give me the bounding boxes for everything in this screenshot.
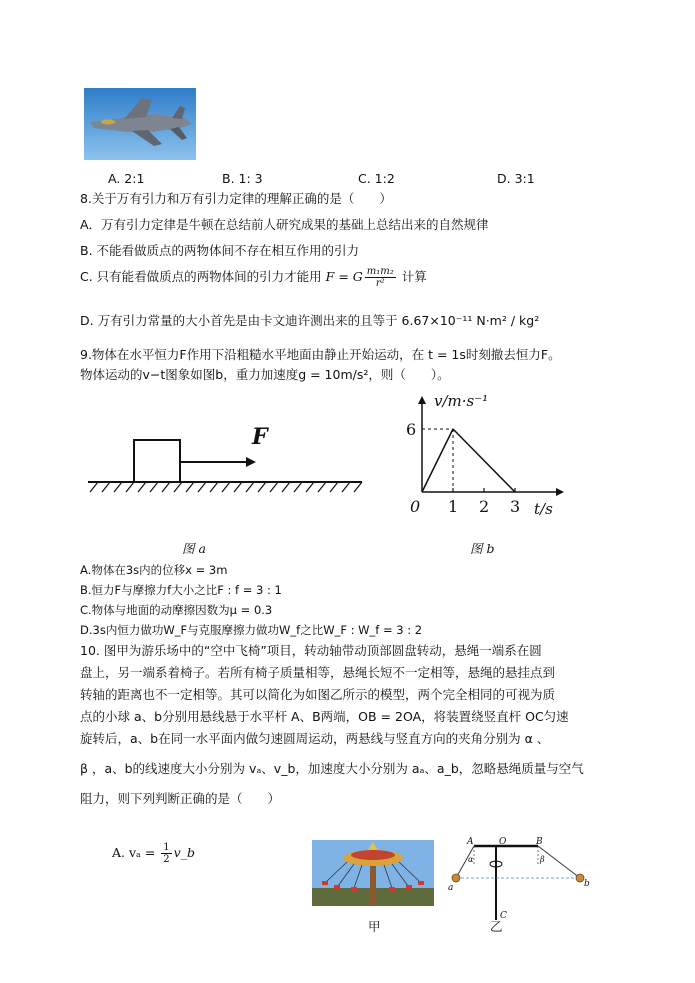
- fighter-jet-photo: [84, 88, 196, 160]
- caption-figure-b: 图 b: [470, 541, 495, 556]
- y-axis-label: v/m·s⁻¹: [434, 392, 489, 410]
- q8-option-c-text: C. 只有能看做质点的两物体间的引力才能用: [80, 269, 322, 284]
- ball-a: [452, 874, 460, 882]
- svg-text:α: α: [468, 855, 474, 864]
- flying-chairs-photo: [312, 840, 434, 906]
- q10-option-a[interactable]: [112, 840, 195, 866]
- q7-option-d[interactable]: D. 3:1: [497, 171, 535, 186]
- q10-line-5: 旋转后，a、b在同一水平面内做匀速圆周运动，两悬线与竖直方向的夹角分别为 α 、: [80, 731, 550, 746]
- svg-text:b: b: [584, 879, 590, 889]
- block: [134, 440, 180, 482]
- q9-option-b[interactable]: B.恒力F与摩擦力f大小之比F : f = 3 : 1: [80, 583, 282, 597]
- figure-b-vt-graph: [396, 388, 576, 520]
- q9-stem-line1: 9.物体在水平恒力F作用下沿粗糙水平地面由静止开始运动，在 t = 1s时刻撤去恒力F。: [80, 347, 561, 362]
- x-axis-label: t/s: [534, 500, 553, 518]
- ground-hatching: [90, 482, 362, 492]
- gravitation-formula-numerator: m₁m₂: [366, 266, 394, 277]
- q8-option-a[interactable]: A．万有引力定律是牛顿在总结前人研究成果的基础上总结出来的自然规律: [80, 217, 489, 232]
- svg-text:β: β: [540, 855, 545, 864]
- q10-line-3: 转轴的距离也不一定相等。其可以简化为如图乙所示的模型，两个完全相同的可视为质: [80, 687, 556, 702]
- rotating-rod-model-diagram: [448, 834, 598, 924]
- gravitation-formula-fraction: [365, 266, 396, 289]
- figure-a-block-on-ground: [86, 420, 376, 500]
- force-label: F: [252, 424, 268, 450]
- q10-line-1: 10. 图甲为游乐场中的“空中飞椅”项目，转动轴带动顶部圆盘转动，悬绳一端系在圆: [80, 643, 542, 658]
- q7-option-b[interactable]: B. 1: 3: [222, 171, 263, 186]
- q10-option-a-rhs: v_b: [173, 845, 195, 860]
- svg-text:a: a: [448, 883, 454, 893]
- q8-option-c-suffix: 计算: [401, 269, 427, 284]
- q10-line-2: 盘上，另一端系着椅子。若所有椅子质量相等，悬绳长短不一定相等，悬绳的悬挂点到: [80, 665, 556, 680]
- q9-option-a[interactable]: A.物体在3s内的位移x = 3m: [80, 563, 228, 577]
- caption-yi: 乙: [490, 919, 503, 934]
- q8-stem: 8.关于万有引力和万有引力定律的理解正确的是（ ）: [80, 191, 392, 206]
- q8-option-d[interactable]: D. 万有引力常量的大小首先是由卡文迪许测出来的且等于 6.67×10⁻¹¹ N·m² / kg²: [80, 313, 540, 328]
- svg-text:A: A: [467, 837, 474, 847]
- q8-option-b[interactable]: B. 不能看做质点的两物体间不存在相互作用的引力: [80, 243, 360, 258]
- origin-label: 0: [410, 497, 421, 516]
- q10-line-6: β ，a、b的线速度大小分别为 vₐ、v_b，加速度大小分别为 aₐ、a_b，忽略悬绳质量与空气: [80, 761, 584, 776]
- x-tick-label-1: 1: [448, 497, 459, 516]
- q7-option-c[interactable]: C. 1:2: [358, 171, 395, 186]
- gravitation-formula-denominator: r²: [375, 278, 385, 289]
- q10-option-a-fraction: $\frac{1}{2}$: [163, 842, 170, 865]
- x-tick-label-2: 2: [479, 497, 490, 516]
- caption-jia: 甲: [368, 919, 381, 934]
- q10-option-a-lhs: A. vₐ =: [112, 845, 156, 860]
- q10-line-7: 阻力，则下列判断正确的是（ ）: [80, 791, 281, 806]
- vt-segment-0: [422, 429, 453, 492]
- ball-b: [576, 874, 584, 882]
- y-tick-label-6: 6: [406, 420, 417, 439]
- x-tick-label-3: 3: [510, 497, 521, 516]
- svg-text:O: O: [499, 837, 507, 847]
- svg-text:B: B: [536, 837, 543, 847]
- q7-option-a[interactable]: A. 2:1: [108, 171, 145, 186]
- q9-option-d[interactable]: D.3s内恒力做功W_F与克服摩擦力做功W_f之比W_F : W_f = 3 : 2: [80, 623, 423, 637]
- q8-option-c[interactable]: [80, 262, 427, 292]
- q9-stem-line2: 物体运动的v−t图象如图b，重力加速度g = 10m/s²，则（ ）。: [80, 367, 450, 382]
- svg-text:C: C: [500, 911, 507, 921]
- q9-option-c[interactable]: C.物体与地面的动摩擦因数为μ = 0.3: [80, 603, 273, 617]
- caption-figure-a: 图 a: [182, 541, 206, 556]
- q10-line-4: 点的小球 a、b分别用悬线悬于水平杆 A、B两端，OB = 2OA，将装置绕竖直杆 OC匀速: [80, 709, 569, 724]
- vt-segment-1: [453, 429, 515, 492]
- gravitation-formula-lhs: F = G: [325, 269, 363, 284]
